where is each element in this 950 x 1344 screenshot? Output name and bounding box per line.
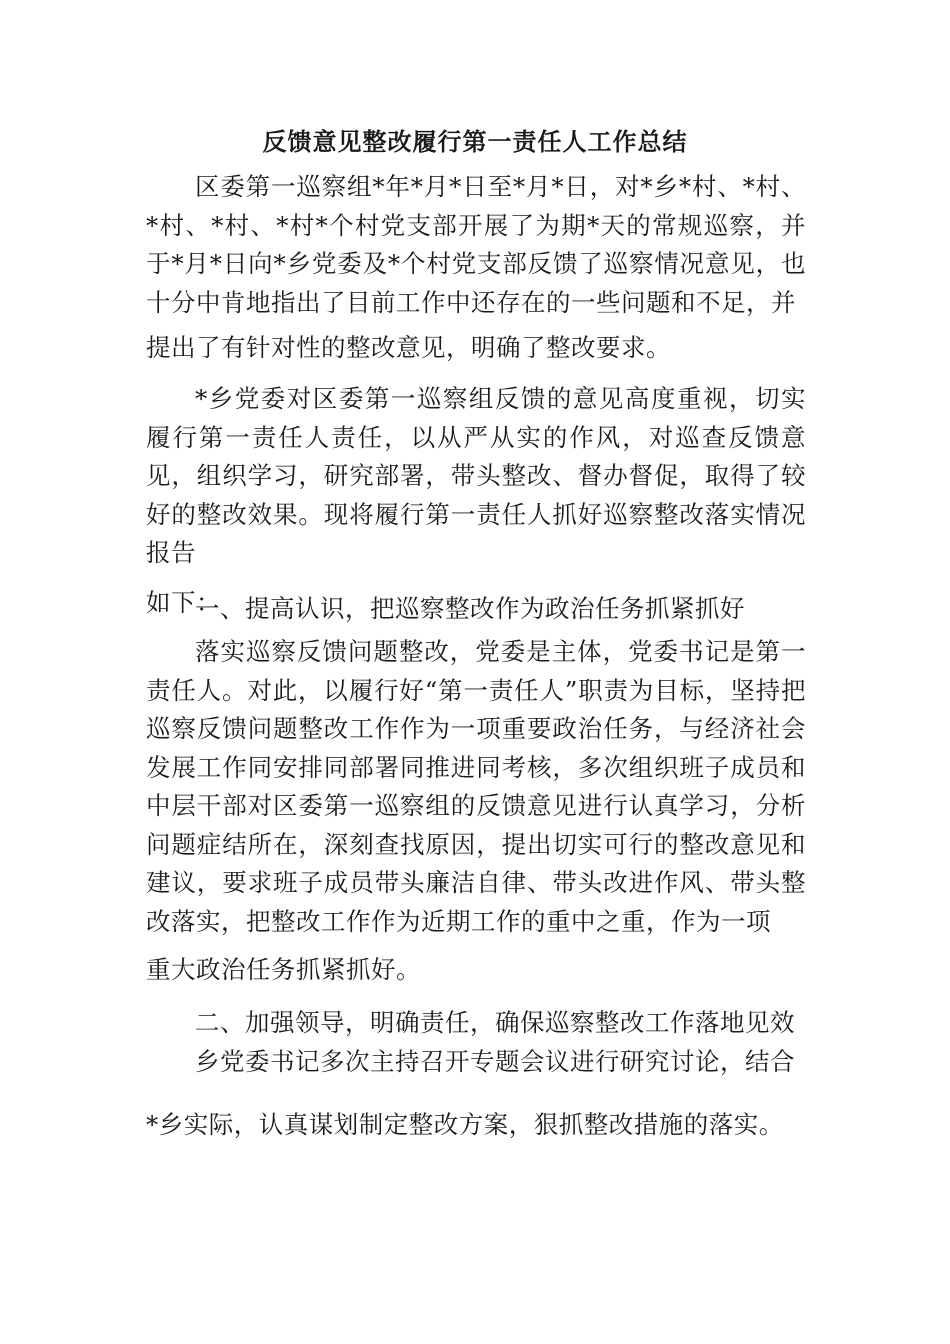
paragraph-section-2 <box>146 1043 806 1144</box>
paragraph-intro-body: 区委第一巡察组*年*月*日至*月*日，对*乡*村、*村、*村、*村、*村*个村党支部开展了为期*天的常规巡察，并于*月*日向*乡党委及*个村党支部反馈了巡察情况意见，也十分中肯地指出了目前工作中还存在的一些问题和不足，并 <box>146 172 806 317</box>
paragraph-section-1 <box>146 633 806 990</box>
paragraph-party-committee <box>146 380 806 622</box>
paragraph-section-1-last-line: 重大政治任务抓紧抓好。 <box>146 955 421 984</box>
paragraph-intro-last-line: 提出了有针对性的整改意见，明确了整改要求。 <box>146 333 671 362</box>
section-heading-2: 二、加强领导，明确责任，确保巡察整改工作落地见效 <box>195 1008 795 1037</box>
paragraph-party-committee-body: *乡党委对区委第一巡察组反馈的意见高度重视，切实履行第一责任人责任，以从严从实的作风，对巡查反馈意见，组织学习，研究部署，带头整改、督办督促，取得了较好的整改效果。现将履行第一责任人抓好巡察整改落实情况报告 <box>146 384 806 567</box>
paragraph-section-2-last-line: *乡实际，认真谋划制定整改方案，狠抓整改措施的落实。 <box>146 1109 784 1139</box>
paragraph-intro <box>146 168 806 368</box>
section-heading-1: 一、提高认识，把巡察整改作为政治任务抓紧抓好 <box>195 594 745 623</box>
document-title: 反馈意见整改履行第一责任人工作总结 <box>262 128 688 156</box>
paragraph-section-1-body: 落实巡察反馈问题整改，党委是主体，党委书记是第一责任人。对此，以履行好“第一责任人”职责为目标，坚持把巡察反馈问题整改工作作为一项重要政治任务，与经济社会发展工作同安排同部署同推进同考核，多次组织班子成员和中层干部对区委第一巡察组的反馈意见进行认真学习，分析问题症结所在，深刻查找原因，提出切实可行的整改意见和建议，要求班子成员带头廉洁自律、带头改进作风、带头整改落实，把整改工作作为近期工作的重中之重，作为一项 <box>146 637 806 936</box>
paragraph-section-2-body: 乡党委书记多次主持召开专题会议进行研究讨论，结合 <box>195 1047 795 1076</box>
paragraph-party-committee-last-line: 如下： <box>146 587 221 617</box>
